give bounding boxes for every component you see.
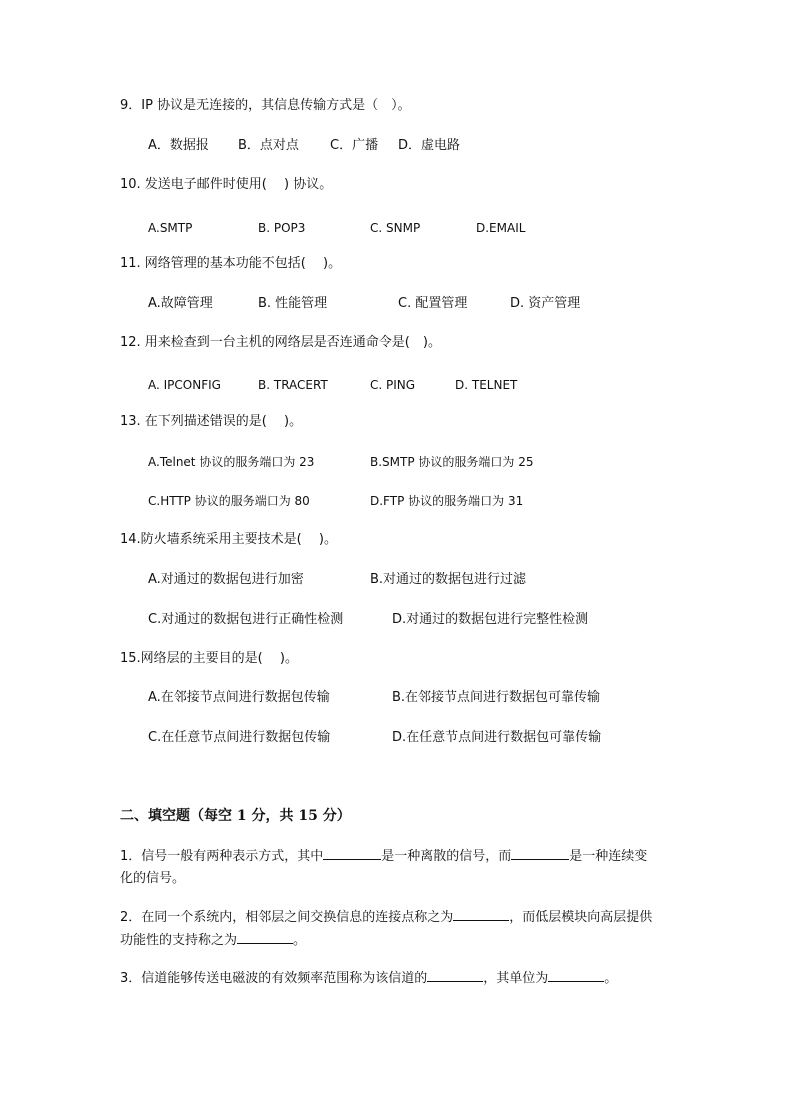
q13-option-d: D.FTP 协议的服务端口为 31 <box>370 494 524 508</box>
fill-in-item-3 <box>120 967 660 990</box>
q14-option-c: C.对通过的数据包进行正确性检测 <box>148 612 344 627</box>
q12-option-d: D. TELNET <box>455 378 518 392</box>
q14-option-a: A.对通过的数据包进行加密 <box>148 572 304 587</box>
q11-option-b: B. 性能管理 <box>258 296 328 311</box>
q11-option-c: C. 配置管理 <box>398 296 468 311</box>
q12-option-a: A. IPCONFIG <box>148 378 221 392</box>
q9-option-b: B．点对点 <box>238 138 299 153</box>
question-10-stem: 10. 发送电子邮件时使用( ) 协议。 <box>120 177 333 192</box>
q15-option-d: D.在任意节点间进行数据包可靠传输 <box>392 730 602 745</box>
q12-option-c: C. PING <box>370 378 416 392</box>
answer-blank <box>548 967 604 982</box>
q9-option-a: A．数据报 <box>148 138 209 153</box>
answer-blank <box>237 929 293 944</box>
q12-option-b: B. TRACERT <box>258 378 328 392</box>
q11-option-d: D. 资产管理 <box>510 296 581 311</box>
q11-option-a: A.故障管理 <box>148 296 213 311</box>
q10-option-c: C. SNMP <box>370 221 421 235</box>
q10-option-b: B. POP3 <box>258 221 306 235</box>
question-12-stem: 12. 用来检查到一台主机的网络层是否连通命令是( )。 <box>120 335 441 350</box>
q14-option-b: B.对通过的数据包进行过滤 <box>370 572 527 587</box>
item-1-text-b: 是一种离散的信号，而 <box>381 849 512 864</box>
question-9-stem: 9．IP 协议是无连接的，其信息传输方式是（ ）。 <box>120 98 411 113</box>
question-13-stem: 13. 在下列描述错误的是( )。 <box>120 414 303 429</box>
item-3-text-c: 。 <box>604 971 618 986</box>
section-heading: 二、填空题（每空 1 分，共 15 分） <box>120 808 351 824</box>
q15-option-b: B.在邻接节点间进行数据包可靠传输 <box>392 690 601 705</box>
q13-option-b: B.SMTP 协议的服务端口为 25 <box>370 455 534 469</box>
answer-blank <box>323 845 381 860</box>
answer-blank <box>427 967 483 982</box>
question-14-stem: 14.防火墙系统采用主要技术是( )。 <box>120 532 337 547</box>
item-2-text-b: ，而低层模块向高层提供功能性的支持称之为 <box>120 910 653 948</box>
item-3-text-b: ，其单位为 <box>483 971 549 986</box>
q15-option-c: C.在任意节点间进行数据包传输 <box>148 730 331 745</box>
item-1-text-c: 是一种连续变化的信号。 <box>120 849 648 886</box>
q15-option-a: A.在邻接节点间进行数据包传输 <box>148 690 330 705</box>
q13-option-a: A.Telnet 协议的服务端口为 23 <box>148 455 315 469</box>
fill-in-item-1 <box>120 845 660 890</box>
q10-option-d: D.EMAIL <box>476 221 526 235</box>
q13-option-c: C.HTTP 协议的服务端口为 80 <box>148 494 310 508</box>
q9-option-c: C．广播 <box>330 138 379 153</box>
fill-in-item-2 <box>120 906 660 952</box>
q9-option-d: D．虚电路 <box>398 138 461 153</box>
answer-blank <box>453 906 509 921</box>
item-2-text-c: 。 <box>293 933 307 948</box>
question-11-stem: 11. 网络管理的基本功能不包括( )。 <box>120 256 342 271</box>
q10-option-a: A.SMTP <box>148 221 193 235</box>
q14-option-d: D.对通过的数据包进行完整性检测 <box>392 612 589 627</box>
item-1-text-a: 1．信号一般有两种表示方式，其中 <box>120 849 324 864</box>
item-3-text-a: 3．信道能够传送电磁波的有效频率范围称为该信道的 <box>120 971 428 986</box>
item-2-text-a: 2．在同一个系统内，相邻层之间交换信息的连接点称之为 <box>120 910 454 925</box>
question-15-stem: 15.网络层的主要目的是( )。 <box>120 651 298 666</box>
answer-blank <box>511 845 569 860</box>
